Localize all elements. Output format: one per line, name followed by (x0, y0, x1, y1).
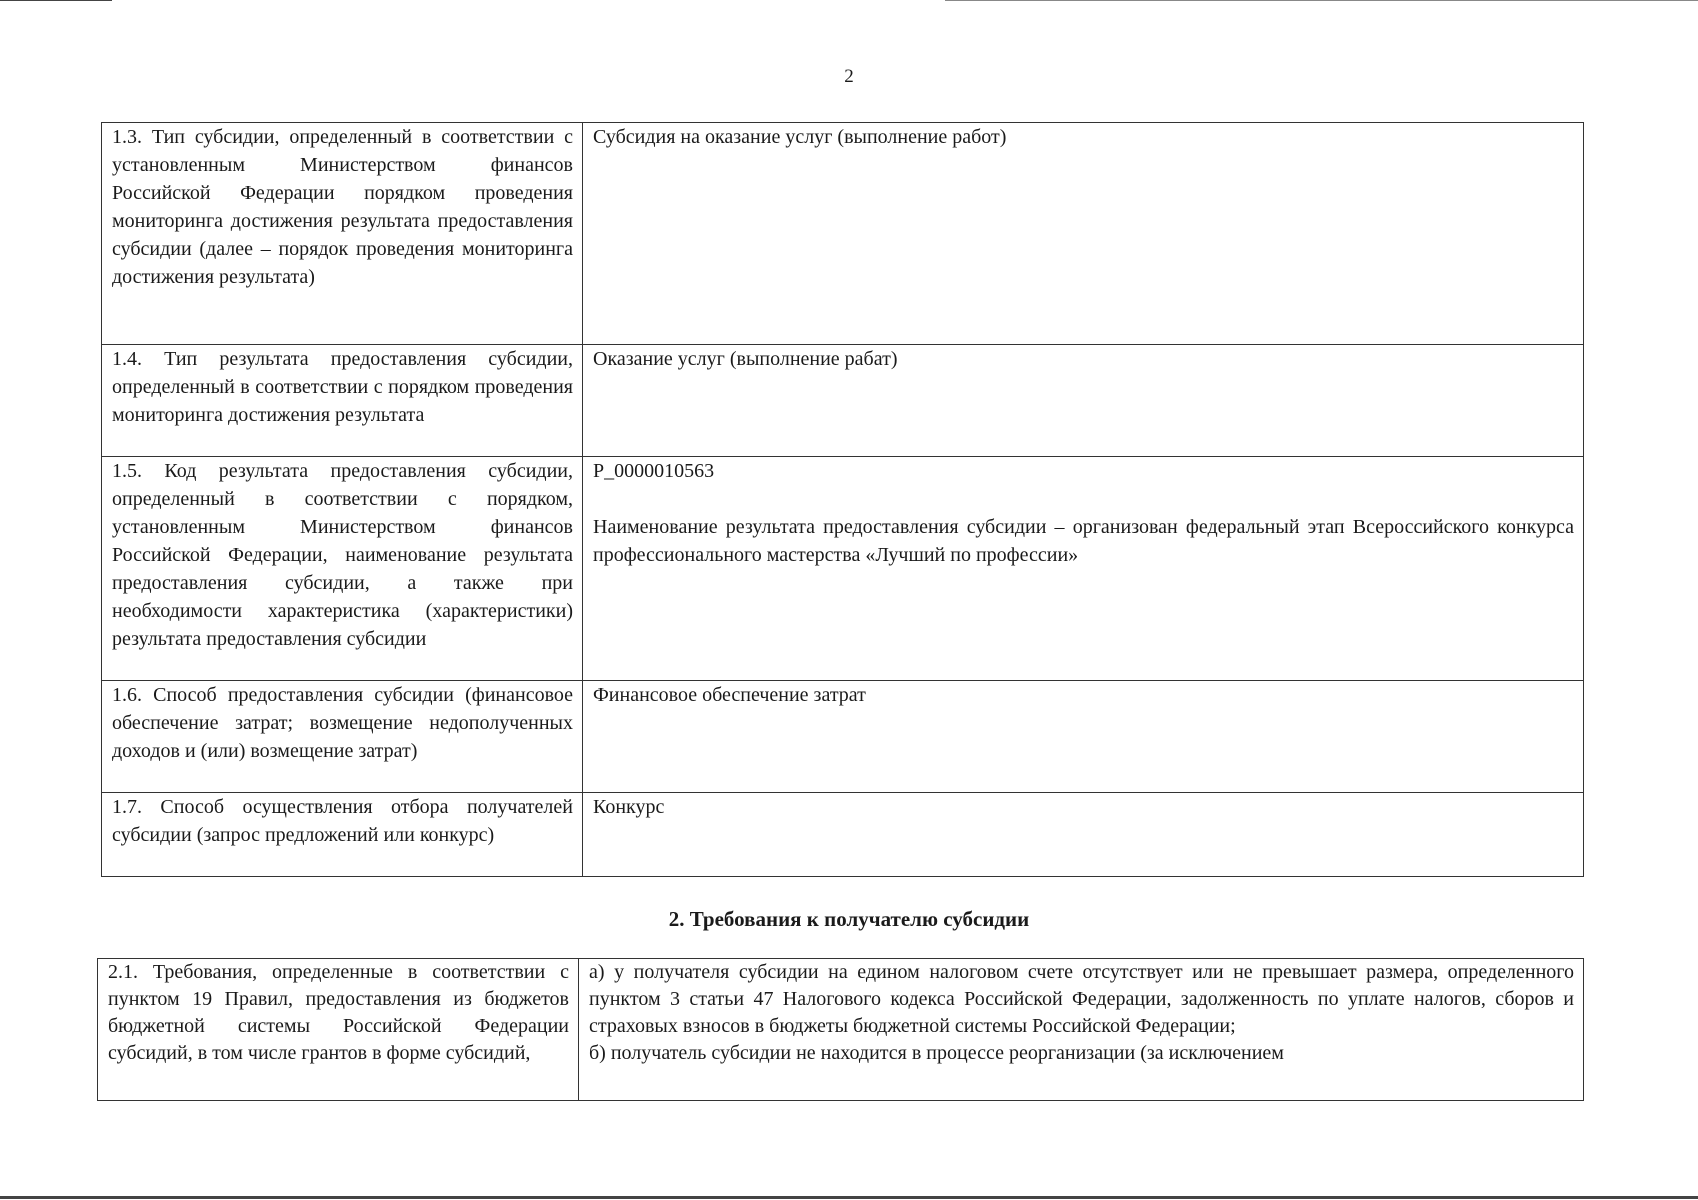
row-value-2-1 (579, 959, 1584, 1101)
row-label-2-1: 2.1. Требования, определенные в соответствии с пунктом 19 Правил, предоставления из бюджетов бюджетной системы Российской Федерации субсидий, в том числе грантов в форме субсидий, (98, 959, 579, 1101)
scan-edge-top-left (0, 0, 112, 1)
section-heading: 2. Требования к получателю субсидии (668, 907, 1030, 931)
requirements-table (97, 958, 1584, 1101)
row-label-1-7: 1.7. Способ осуществления отбора получателей субсидии (запрос предложений или конкурс) (102, 793, 583, 877)
page-number: 2 (844, 66, 854, 87)
requirement-a: а) у получателя субсидии на едином налоговом счете отсутствует или не превышает размера, определенного пунктом 3 статьи 47 Налогового кодекса Российской Федерации, задолженность по уплате налогов, сборов и страховых взносов в бюджеты бюджетной системы Российской Федерации; (589, 961, 1574, 1037)
table-row (102, 123, 1584, 345)
subsidy-info-table (101, 122, 1584, 877)
scan-edge-top-right (945, 0, 1698, 1)
row-value-1-7: Конкурс (583, 793, 1584, 877)
requirement-b: б) получатель субсидии не находится в процессе реорганизации (за исключением (589, 1042, 1284, 1064)
result-code: P_0000010563 (593, 460, 715, 482)
table-row (102, 345, 1584, 457)
row-label-1-3: 1.3. Тип субсидии, определенный в соответствии с установленным Министерством финансов Российской Федерации порядком проведения мониторинга достижения результата предоставления субсидии (далее – порядок проведения мониторинга достижения результата) (102, 123, 583, 345)
table-row (102, 793, 1584, 877)
table-row (102, 457, 1584, 681)
row-label-1-4: 1.4. Тип результата предоставления субсидии, определенный в соответствии с порядком проведения мониторинга достижения результата (102, 345, 583, 457)
row-value-1-6: Финансовое обеспечение затрат (583, 681, 1584, 793)
result-name: Наименование результата предоставления субсидии – организован федеральный этап Всероссийского конкурса профессионального мастерства «Лучший по профессии» (593, 516, 1574, 566)
row-label-1-6: 1.6. Способ предоставления субсидии (финансовое обеспечение затрат; возмещение недополученных доходов и (или) возмещение затрат) (102, 681, 583, 793)
table-row (102, 681, 1584, 793)
row-label-1-5: 1.5. Код результата предоставления субсидии, определенный в соответствии с порядком, установленным Министерством финансов Российской Федерации, наименование результата предоставления субсидии, а также при необходимости характеристика (характеристики) результата предоставления субсидии (102, 457, 583, 681)
scan-edge-bottom (0, 1196, 1698, 1199)
row-value-1-4: Оказание услуг (выполнение рабат) (583, 345, 1584, 457)
row-value-1-5 (583, 457, 1584, 681)
table-row (98, 959, 1584, 1101)
row-value-1-3: Субсидия на оказание услуг (выполнение работ) (583, 123, 1584, 345)
paragraph-spacer (593, 485, 1574, 513)
